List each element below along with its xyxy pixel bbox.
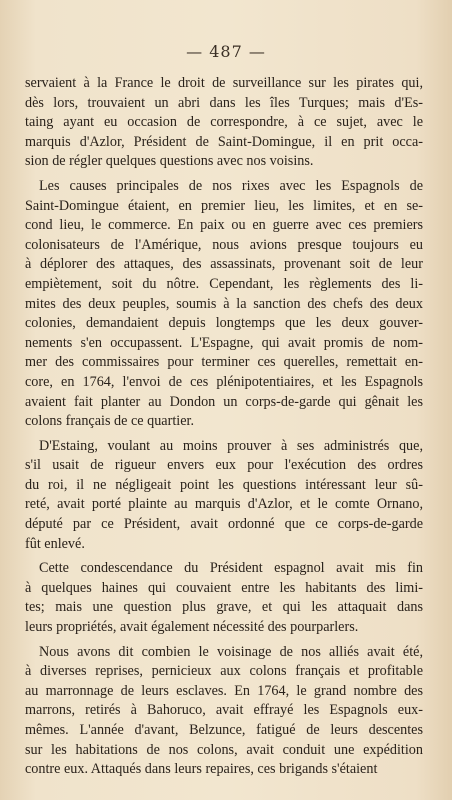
text-line: à diverses reprises, pernicieux aux colons français et profitable: [25, 663, 423, 680]
text-line: Saint-Domingue étaient, en premier lieu, les limites, et en se-: [25, 197, 423, 214]
text-line: fût enlevé.: [25, 535, 85, 552]
text-line: avaient fait planter au Dondon un corps-de-garde qui gênait les: [25, 393, 423, 410]
text-line: marquis d'Azlor, Président de Saint-Domingue, il en prit occa-: [25, 133, 423, 150]
text-line: servaient à la France le droit de surveillance sur les pirates qui,: [25, 75, 423, 91]
paragraph: [25, 437, 423, 555]
text-line: à quelques haines qui couvaient entre les habitants des limi-: [25, 579, 423, 596]
text-line: mer des commissaires pour terminer ces querelles, remettait en-: [25, 354, 423, 371]
text-line: sur les habitations de nos colons, avait conduit une expédition: [25, 741, 423, 758]
text-line: dès lors, trouvaient un abri dans les îles Turques; mais d'Es-: [25, 94, 423, 111]
text-line: du roi, il ne négligeait point les questions intéressant leur sû-: [25, 476, 423, 493]
text-line: à déplorer des attaques, des assassinats, provenant soit de leur: [25, 256, 423, 273]
text-line: core, en 1764, l'envoi de ces plénipotentiaires, et les Espagnols: [25, 373, 423, 390]
paragraph: [25, 74, 423, 172]
text-line: colonisateurs de l'Amérique, nous avions presque toujours eu: [25, 236, 423, 253]
text-line: mêmes. L'année d'avant, Belzunce, fatigué de leurs descentes: [25, 722, 423, 738]
paragraph: [25, 177, 423, 432]
text-line: reté, avait porté plainte au marquis d'Azlor, et le comte Ornano,: [25, 496, 423, 513]
text-line: Les causes principales de nos rixes avec les Espagnols de: [39, 177, 423, 194]
text-line: s'il usait de rigueur envers eux pour l'exécution des ordres: [25, 457, 423, 474]
paragraph: [25, 559, 423, 637]
text-line: leurs propriétés, avait également nécessité des pourparlers.: [25, 619, 359, 636]
text-line: mites des deux peuples, soumis à la sanction des chefs des deux: [25, 295, 423, 312]
text-line: colonies, demandaient depuis longtemps que les deux gouver-: [25, 315, 423, 332]
text-line: Cette condescendance du Président espagnol avait mis fin: [39, 560, 423, 577]
text-line: colons français de ce quartier.: [25, 413, 194, 430]
text-line: au marronnage de leurs esclaves. En 1764, le grand nombre des: [25, 682, 423, 699]
text-line: député par ce Président, avait ordonné que ce corps-de-garde: [25, 516, 423, 533]
text-line: D'Estaing, voulant au moins prouver à ses administrés que,: [39, 437, 423, 454]
text-line: nements s'en occupassent. L'Espagne, qui avait promis de nom-: [25, 334, 423, 351]
text-line: marrons, retirés à Bahoruco, avait effrayé les Espagnols eux-: [25, 702, 423, 719]
text-line: sion de régler quelques questions avec nos voisins.: [25, 153, 314, 170]
text-line: cond lieu, le commerce. En paix ou en guerre avec ces premiers: [25, 217, 423, 234]
body-text: [25, 74, 423, 785]
text-line: Nous avons dit combien le voisinage de nos alliés avait été,: [39, 643, 423, 660]
page-number: — 487 —: [186, 42, 266, 61]
text-line: taing ayant eu occasion de correspondre, à ce sujet, avec le: [25, 114, 423, 131]
text-line: empiètement, soit du nôtre. Cependant, les règlements des li-: [25, 275, 423, 292]
text-line: tes; mais une question plus grave, et qui les attaquait dans: [25, 599, 423, 616]
text-line: contre eux. Attaqués dans leurs repaires, ces brigands s'étaient: [25, 761, 378, 778]
paragraph: [25, 643, 423, 780]
